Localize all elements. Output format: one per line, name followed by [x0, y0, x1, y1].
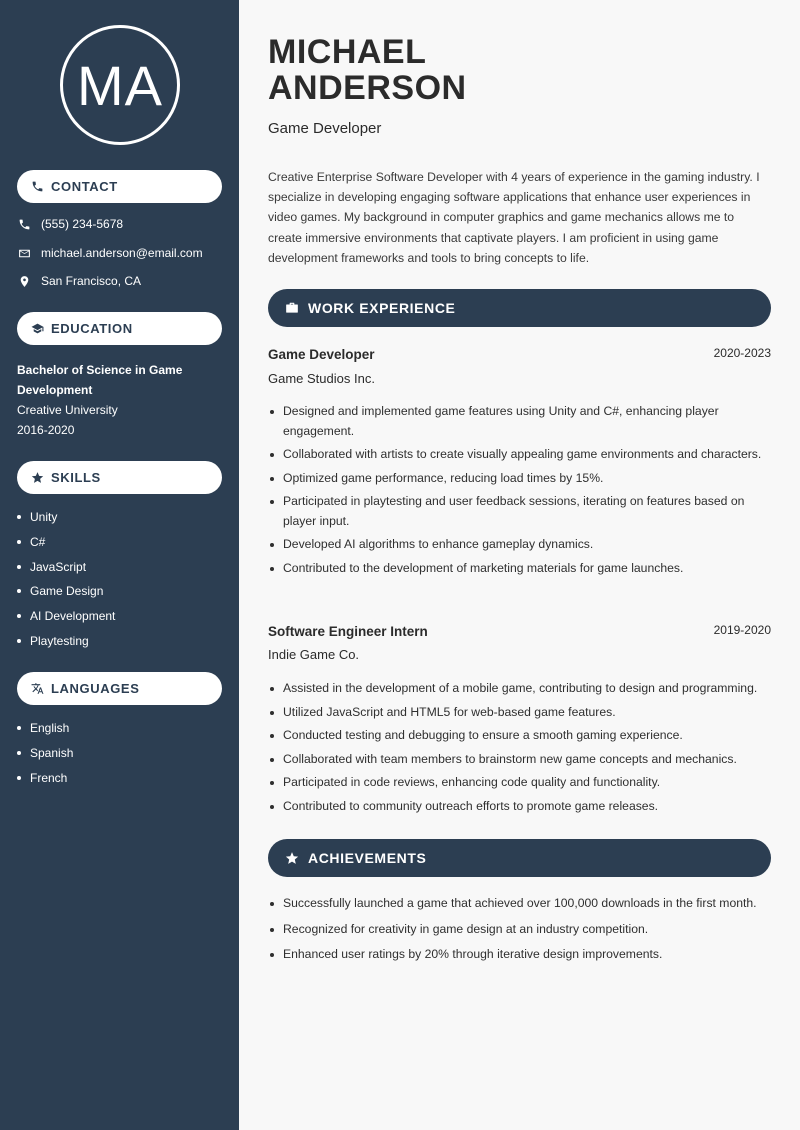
- star-icon: [285, 851, 299, 865]
- map-pin-icon: [17, 274, 31, 288]
- list-item: Recognized for creativity in game design at an industry competition.: [268, 920, 771, 940]
- list-item: Contributed to the development of marketing materials for game launches.: [268, 559, 771, 579]
- translate-icon: [30, 682, 44, 696]
- avatar-initials: MA: [60, 25, 180, 145]
- list-item: Game Design: [17, 583, 115, 608]
- list-item: Developed AI algorithms to enhance gameplay dynamics.: [268, 535, 771, 555]
- list-item: Successfully launched a game that achieved over 100,000 downloads in the first month.: [268, 894, 771, 914]
- contact-location: [17, 274, 141, 288]
- education-school: Creative University: [17, 403, 118, 417]
- job-2-bullets: [268, 679, 771, 816]
- education-entry: [17, 360, 222, 440]
- list-item: Playtesting: [17, 633, 115, 658]
- languages-heading: [17, 672, 222, 705]
- job-1-dates: 2020-2023: [713, 346, 771, 360]
- education-heading-label: EDUCATION: [51, 321, 133, 336]
- candidate-name: MICHAEL ANDERSON: [268, 33, 467, 107]
- list-item: Collaborated with team members to brainstorm new game concepts and mechanics.: [268, 750, 771, 770]
- contact-heading-label: CONTACT: [51, 179, 118, 194]
- list-item: C#: [17, 534, 115, 559]
- job-1-bullets: [268, 402, 771, 578]
- list-item: Utilized JavaScript and HTML5 for web-based game features.: [268, 703, 771, 723]
- list-item: Spanish: [17, 745, 73, 770]
- achievements-list: [268, 894, 771, 965]
- achievements-heading: [268, 839, 771, 877]
- skills-heading: [17, 461, 222, 494]
- mail-icon: [17, 246, 31, 260]
- work-heading-label: WORK EXPERIENCE: [308, 300, 456, 316]
- phone-icon: [30, 180, 44, 194]
- briefcase-icon: [285, 301, 299, 315]
- skills-heading-label: SKILLS: [51, 470, 101, 485]
- list-item: Unity: [17, 509, 115, 534]
- education-heading: [17, 312, 222, 345]
- list-item: Collaborated with artists to create visually appealing game environments and characters.: [268, 445, 771, 465]
- list-item: Participated in code reviews, enhancing code quality and functionality.: [268, 773, 771, 793]
- list-item: Designed and implemented game features using Unity and C#, enhancing player engagement.: [268, 402, 771, 441]
- star-icon: [30, 471, 44, 485]
- list-item: Enhanced user ratings by 20% through iterative design improvements.: [268, 945, 771, 965]
- list-item: Assisted in the development of a mobile game, contributing to design and programming.: [268, 679, 771, 699]
- job-2-company: Indie Game Co.: [268, 647, 360, 662]
- languages-heading-label: LANGUAGES: [51, 681, 140, 696]
- contact-phone: [17, 217, 123, 231]
- location-text: San Francisco, CA: [41, 274, 142, 288]
- job-1-company: Game Studios Inc.: [268, 371, 375, 386]
- languages-list: [17, 720, 73, 794]
- list-item: Conducted testing and debugging to ensure a smooth gaming experience.: [268, 726, 771, 746]
- graduation-cap-icon: [30, 322, 44, 336]
- sidebar: [0, 0, 239, 1130]
- contact-email: [17, 246, 203, 260]
- achievements-heading-label: ACHIEVEMENTS: [308, 850, 427, 866]
- list-item: French: [17, 770, 73, 795]
- work-experience-heading: [268, 289, 771, 327]
- phone-text: (555) 234-5678: [41, 217, 124, 231]
- email-text: michael.anderson@email.com: [41, 246, 203, 260]
- list-item: AI Development: [17, 608, 115, 633]
- contact-heading: [17, 170, 222, 203]
- job-2-dates: 2019-2020: [713, 623, 771, 637]
- list-item: Contributed to community outreach efforts to promote game releases.: [268, 797, 771, 817]
- list-item: English: [17, 720, 73, 745]
- list-item: JavaScript: [17, 559, 115, 584]
- phone-icon: [17, 217, 31, 231]
- list-item: Optimized game performance, reducing load times by 15%.: [268, 469, 771, 489]
- job-2-title: Software Engineer Intern: [268, 624, 428, 639]
- profile-summary: Creative Enterprise Software Developer with 4 years of experience in the gaming industry. I specialize in developing engaging software applications that enhance user experiences in video games. My background in computer graphics and game mechanics allows me to create immersive environments that captivate players. I am proficient in using game development frameworks and tools to bring concepts to life.: [268, 170, 760, 265]
- list-item: Participated in playtesting and user feedback sessions, iterating on features based on player input.: [268, 492, 771, 531]
- job-1-title: Game Developer: [268, 347, 375, 362]
- education-years: 2016-2020: [17, 423, 75, 437]
- job-title-heading: Game Developer: [268, 120, 382, 137]
- skills-list: [17, 509, 115, 658]
- education-degree: Bachelor of Science in Game Development: [17, 363, 183, 397]
